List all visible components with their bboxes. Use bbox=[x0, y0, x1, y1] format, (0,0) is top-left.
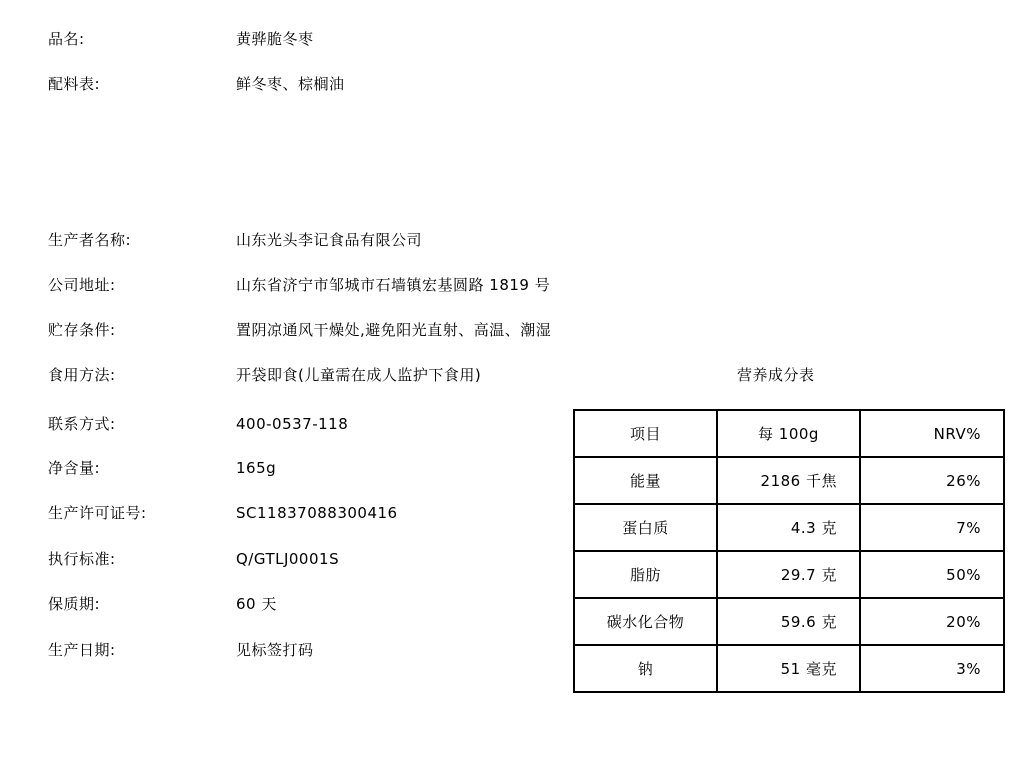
producer-label: 生产者名称: bbox=[48, 231, 132, 249]
shelf-life-value: 60 天 bbox=[236, 595, 277, 613]
producer-value: 山东光头李记食品有限公司 bbox=[236, 231, 423, 249]
nutrient-amount: 2186 千焦 bbox=[717, 457, 860, 504]
nutrient-amount: 51 毫克 bbox=[717, 645, 860, 692]
ingredients-value: 鲜冬枣、棕榈油 bbox=[236, 75, 345, 93]
product-name-value: 黄骅脆冬枣 bbox=[236, 30, 314, 48]
header-nrv: NRV% bbox=[860, 410, 1004, 457]
product-name-label: 品名: bbox=[48, 30, 85, 48]
storage-value: 置阴凉通风干燥处,避免阳光直射、高温、潮湿 bbox=[236, 321, 552, 339]
nutrient-amount: 4.3 克 bbox=[717, 504, 860, 551]
storage-label: 贮存条件: bbox=[48, 321, 116, 339]
nutrient-name: 能量 bbox=[574, 457, 717, 504]
license-label: 生产许可证号: bbox=[48, 504, 147, 522]
net-weight-label: 净含量: bbox=[48, 459, 101, 477]
nutrient-name: 脂肪 bbox=[574, 551, 717, 598]
usage-value: 开袋即食(儿童需在成人监护下食用) bbox=[236, 366, 482, 384]
header-item: 项目 bbox=[574, 410, 717, 457]
nutrient-nrv: 3% bbox=[860, 645, 1004, 692]
usage-label: 食用方法: bbox=[48, 366, 116, 384]
nutrition-header-row bbox=[574, 410, 1004, 457]
production-date-value: 见标签打码 bbox=[236, 641, 314, 659]
nutrition-table bbox=[573, 409, 1005, 693]
contact-label: 联系方式: bbox=[48, 415, 116, 433]
nutrition-row bbox=[574, 598, 1004, 645]
nutrition-row bbox=[574, 457, 1004, 504]
nutrition-title: 营养成分表 bbox=[737, 366, 815, 384]
address-label: 公司地址: bbox=[48, 276, 116, 294]
nutrient-name: 碳水化合物 bbox=[574, 598, 717, 645]
nutrition-row bbox=[574, 645, 1004, 692]
ingredients-label: 配料表: bbox=[48, 75, 101, 93]
nutrient-nrv: 50% bbox=[860, 551, 1004, 598]
nutrient-name: 钠 bbox=[574, 645, 717, 692]
contact-value: 400-0537-118 bbox=[236, 415, 349, 433]
net-weight-value: 165g bbox=[236, 459, 277, 477]
nutrient-amount: 59.6 克 bbox=[717, 598, 860, 645]
nutrient-name: 蛋白质 bbox=[574, 504, 717, 551]
header-per-100g: 每 100g bbox=[717, 410, 860, 457]
production-date-label: 生产日期: bbox=[48, 641, 116, 659]
nutrition-row bbox=[574, 504, 1004, 551]
standard-label: 执行标准: bbox=[48, 550, 116, 568]
shelf-life-label: 保质期: bbox=[48, 595, 101, 613]
address-value: 山东省济宁市邹城市石墙镇宏基圆路 1819 号 bbox=[236, 276, 551, 294]
nutrient-amount: 29.7 克 bbox=[717, 551, 860, 598]
standard-value: Q/GTLJ0001S bbox=[236, 550, 340, 568]
nutrient-nrv: 7% bbox=[860, 504, 1004, 551]
nutrient-nrv: 26% bbox=[860, 457, 1004, 504]
nutrition-row bbox=[574, 551, 1004, 598]
license-value: SC11837088300416 bbox=[236, 504, 398, 522]
nutrient-nrv: 20% bbox=[860, 598, 1004, 645]
